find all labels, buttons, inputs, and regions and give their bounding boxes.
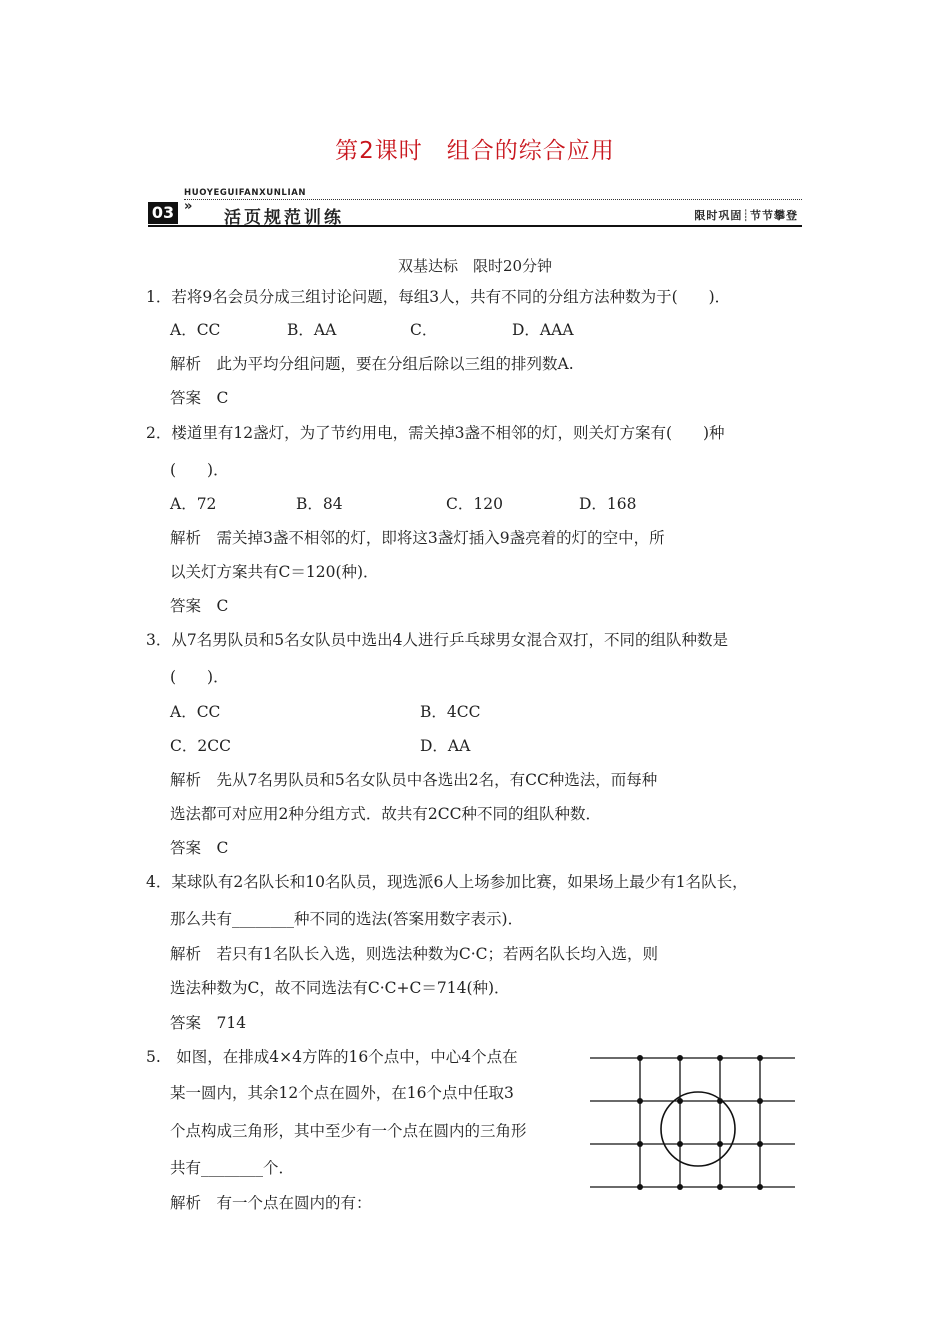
banner-rule	[148, 225, 802, 227]
grid-point	[637, 1098, 643, 1104]
q2-option-d: D．168	[579, 495, 637, 513]
q2-option-a: A．72	[170, 495, 217, 513]
q4-answer: 答案 714	[170, 1014, 247, 1032]
q2-analysis-1: 解析 需关掉3盏不相邻的灯，即将这3盏灯插入9盏亮着的灯的空中，所	[170, 529, 665, 547]
q3-answer: 答案 C	[170, 839, 229, 857]
grid-point	[677, 1184, 683, 1190]
q1-option-b: B．AA	[287, 321, 337, 339]
question-1: 1．若将9名会员分成三组讨论问题，每组3人，共有不同的分组方法种数为于( )．	[146, 288, 731, 306]
grid-point	[677, 1141, 683, 1147]
dotted-divider	[184, 199, 802, 200]
grid-point	[637, 1141, 643, 1147]
section-name: 活页规范训练	[224, 208, 344, 228]
q2-answer: 答案 C	[170, 597, 229, 615]
q3-option-b: B．4CC	[420, 703, 481, 721]
question-4-cont: 那么共有________种不同的选法(答案用数字表示)．	[170, 910, 524, 928]
section-number: 03	[148, 202, 178, 224]
q2-option-c: C．120	[446, 495, 503, 513]
q1-answer: 答案 C	[170, 389, 229, 407]
grid-point	[757, 1098, 763, 1104]
q1-analysis: 解析 此为平均分组问题，要在分组后除以三组的排列数A.	[170, 355, 574, 373]
question-2: 2．楼道里有12盏灯，为了节约用电，需关掉3盏不相邻的灯，则关灯方案有( )种	[146, 424, 725, 442]
q3-analysis-2: 选法都可对应用2种分组方式．故共有2CC种不同的组队种数．	[170, 805, 601, 823]
q4-analysis-1: 解析 若只有1名队长入选，则选法种数为C·C；若两名队长均入选，则	[170, 945, 659, 963]
q1-option-c: C．	[410, 321, 438, 339]
q4-analysis-2: 选法种数为C，故不同选法有C·C+C＝714(种)．	[170, 979, 510, 997]
q3-option-d: D．AA	[420, 737, 471, 755]
grid-point	[637, 1055, 643, 1061]
question-3-cont: ( )．	[170, 668, 229, 686]
grid-point	[757, 1055, 763, 1061]
section-subtitle: 双基达标 限时20分钟	[397, 257, 553, 275]
question-5-line-1: 5. 如图，在排成4×4方阵的16个点中，中心4个点在	[146, 1048, 518, 1066]
q3-option-c: C．2CC	[170, 737, 231, 755]
question-2-cont: ( )．	[170, 461, 229, 479]
chevron-icon: »	[184, 199, 193, 214]
q2-analysis-2: 以关灯方案共有C＝120(种)．	[170, 563, 379, 581]
q1-option-a: A．CC	[170, 321, 221, 339]
section-tagline: 限时巩固┊节节攀登	[694, 209, 798, 222]
q3-option-a: A．CC	[170, 703, 221, 721]
grid-point	[717, 1055, 723, 1061]
question-5-line-3: 个点构成三角形，其中至少有一个点在圆内的三角形	[170, 1122, 527, 1140]
question-5-line-2: 某一圆内，其余12个点在圆外，在16个点中任取3	[170, 1084, 514, 1102]
grid-point	[677, 1055, 683, 1061]
question-5-line-4: 共有________个．	[170, 1159, 295, 1177]
question-3: 3．从7名男队员和5名女队员中选出4人进行乒乓球男女混合双打，不同的组队种数是	[146, 631, 728, 649]
grid-point	[757, 1141, 763, 1147]
grid-point	[637, 1184, 643, 1190]
center-circle	[661, 1092, 735, 1166]
grid-point	[717, 1184, 723, 1190]
banner-pinyin: HUOYEGUIFANXUNLIAN	[184, 188, 307, 198]
q5-analysis: 解析 有一个点在圆内的有：	[170, 1194, 372, 1212]
grid-circle-figure	[585, 1048, 800, 1193]
q3-analysis-1: 解析 先从7名男队员和5名女队员中各选出2名，有CC种选法，而每种	[170, 771, 658, 789]
grid-point	[677, 1098, 683, 1104]
grid-point	[717, 1141, 723, 1147]
question-4: 4．某球队有2名队长和10名队员，现选派6人上场参加比赛，如果场上最少有1名队长，	[146, 873, 748, 891]
q1-option-d: D．AAA	[512, 321, 574, 339]
page-title: 第2课时 组合的综合应用	[335, 138, 615, 164]
section-banner	[148, 188, 802, 229]
grid-point	[717, 1098, 723, 1104]
q2-option-b: B．84	[296, 495, 343, 513]
grid-point	[757, 1184, 763, 1190]
